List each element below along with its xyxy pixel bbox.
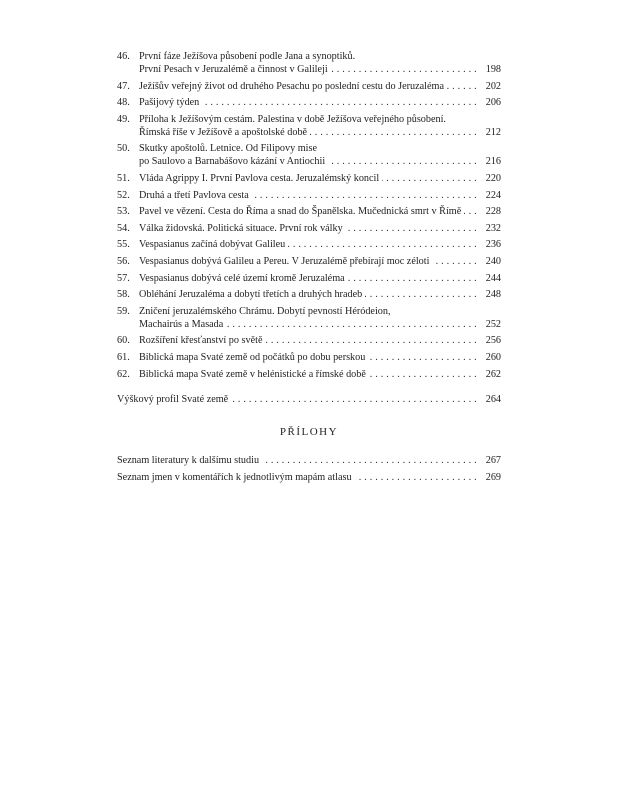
entry-title-line — [117, 393, 477, 406]
toc-entry — [117, 454, 501, 467]
entry-title — [139, 305, 477, 331]
entry-title — [139, 255, 477, 268]
entry-title-line — [139, 351, 477, 364]
entry-title — [117, 454, 477, 467]
entry-title-text: Římská říše v Ježíšově a apoštolské době — [139, 127, 310, 138]
entry-title-line — [139, 272, 477, 285]
entry-title-text: Pašijový týden — [139, 97, 202, 108]
entry-number: 62. — [117, 368, 130, 380]
entry-number: 46. — [117, 51, 130, 62]
entry-title — [139, 334, 477, 347]
entry-page-number: 228 — [485, 206, 501, 218]
toc-entry — [117, 96, 501, 109]
entry-title — [117, 393, 477, 406]
entry-title-text: Machairús a Masada — [139, 319, 226, 330]
entry-title-line — [139, 334, 477, 347]
entry-title-line — [139, 172, 477, 185]
entry-page-number: 198 — [485, 64, 501, 75]
entry-number: 49. — [117, 113, 130, 125]
entry-page-number: 244 — [485, 272, 501, 284]
entry-title — [139, 205, 477, 218]
entry-number: 57. — [117, 272, 130, 284]
entry-title-line — [139, 205, 477, 218]
entry-title — [139, 113, 477, 139]
entry-title-text: Biblická mapa Svaté země od počátků po dobu perskou — [139, 352, 368, 363]
entry-title-line — [139, 63, 477, 76]
entry-title-text: Vláda Agrippy I. První Pavlova cesta. Jeruzalémský koncil — [139, 173, 382, 184]
toc-entry — [117, 222, 501, 235]
entry-number: 54. — [117, 222, 130, 234]
entry-number: 58. — [117, 289, 130, 301]
entry-title-text: Biblická mapa Svaté země v helénistické a římské době — [139, 369, 369, 380]
entry-title-line — [117, 471, 477, 484]
entry-number: 50. — [117, 143, 130, 155]
entry-title-line — [117, 454, 477, 467]
entry-page-number: 220 — [485, 172, 501, 184]
entry-number: 47. — [117, 80, 130, 92]
entry-title-text: Výškový profil Svaté země — [117, 394, 231, 405]
toc-entry — [117, 238, 501, 251]
entry-title-line — [139, 126, 477, 139]
entry-title-text: Válka židovská. Politická situace. První rok války — [139, 223, 346, 234]
entry-title-text: Ježíšův veřejný život od druhého Pesachu po poslední cestu do Jeruzaléma — [139, 81, 447, 92]
entry-title — [139, 351, 477, 364]
entry-number: 60. — [117, 335, 130, 347]
entry-number: 53. — [117, 206, 130, 218]
entry-page-number: 236 — [485, 239, 501, 251]
entry-title — [139, 222, 477, 235]
entry-title-text: Druhá a třetí Pavlova cesta — [139, 190, 252, 201]
entry-title — [139, 272, 477, 285]
entry-title-text: Příloha k Ježíšovým cestám. Palestina v době Ježíšova veřejného působení. — [139, 113, 446, 125]
toc-main-list — [117, 50, 501, 410]
entry-page-number: 216 — [485, 156, 501, 168]
entry-number: 48. — [117, 97, 130, 109]
entry-page-number: 252 — [485, 318, 501, 330]
entry-number: 56. — [117, 255, 130, 267]
toc-entry — [117, 50, 501, 76]
toc-entry — [117, 351, 501, 364]
entry-title-text: Obléhání Jeruzaléma a dobytí třetích a druhých hradeb — [139, 289, 365, 300]
toc-entry — [117, 142, 501, 168]
entry-title-line — [139, 318, 477, 331]
entry-title — [117, 471, 477, 484]
entry-title-text: Vespasianus začíná dobývat Galileu — [139, 239, 288, 250]
entry-title-line — [139, 50, 477, 63]
appendix-heading: PŘÍLOHY — [279, 426, 339, 438]
entry-title-line — [139, 255, 477, 268]
entry-title — [139, 142, 477, 168]
toc-entry — [117, 205, 501, 218]
toc-entry — [117, 172, 501, 185]
entry-number: 59. — [117, 305, 130, 317]
entry-page-number: 264 — [485, 394, 501, 406]
entry-page-number: 248 — [485, 289, 501, 301]
toc-entry — [117, 272, 501, 285]
entry-title-line — [139, 238, 477, 251]
entry-title-line — [139, 288, 477, 301]
entry-title-text: Zničení jeruzalémského Chrámu. Dobytí pevností Héródeion, — [139, 305, 391, 317]
toc-entry — [117, 255, 501, 268]
entry-title-line — [139, 96, 477, 109]
toc-entry — [117, 471, 501, 484]
entry-page-number: 256 — [485, 335, 501, 347]
entry-title — [139, 189, 477, 202]
entry-title-text: Skutky apoštolů. Letnice. Od Filipovy mise — [139, 143, 317, 155]
entry-title-line — [139, 305, 477, 318]
toc-entry — [117, 393, 501, 406]
entry-title-text: Vespasianus dobývá Galileu a Pereu. V Jeruzalémě přebírají moc zéloti — [139, 256, 432, 267]
entry-title — [139, 368, 477, 381]
entry-number: 52. — [117, 189, 130, 201]
entry-page-number: 240 — [485, 255, 501, 267]
entry-title-line — [139, 113, 477, 126]
entry-title-line — [139, 80, 477, 93]
entry-page-number: 202 — [485, 80, 501, 92]
entry-page-number: 260 — [485, 351, 501, 363]
entry-title — [139, 288, 477, 301]
appendix-list — [117, 454, 501, 487]
entry-title — [139, 50, 477, 76]
toc-entry — [117, 113, 501, 139]
entry-title-text: Seznam jmen v komentářích k jednotlivým mapám atlasu — [117, 472, 355, 483]
section-spacer — [117, 384, 501, 393]
toc-entry — [117, 334, 501, 347]
entry-title-line — [139, 368, 477, 381]
entry-title-text: po Saulovo a Barnabášovo kázání v Antiochii — [139, 156, 328, 167]
toc-entry — [117, 189, 501, 202]
toc-entry — [117, 368, 501, 381]
toc-entry — [117, 305, 501, 331]
entry-number: 61. — [117, 351, 130, 363]
entry-number: 55. — [117, 239, 130, 251]
entry-number: 51. — [117, 172, 130, 184]
entry-page-number: 212 — [485, 126, 501, 138]
entry-title-text: Seznam literatury k dalšímu studiu — [117, 455, 262, 466]
entry-page-number: 267 — [485, 455, 501, 466]
entry-title-text: První fáze Ježíšova působení podle Jana a synoptiků. — [139, 51, 356, 62]
entry-page-number: 206 — [485, 97, 501, 109]
entry-title-line — [139, 142, 477, 155]
entry-title-line — [139, 222, 477, 235]
entry-title — [139, 172, 477, 185]
entry-title — [139, 80, 477, 93]
entry-page-number: 232 — [485, 222, 501, 234]
toc-entry — [117, 80, 501, 93]
entry-title-text: Rozšíření křesťanství po světě — [139, 335, 265, 346]
entry-title-line — [139, 155, 477, 168]
entry-title-text: Vespasianus dobývá celé území kromě Jeruzaléma — [139, 273, 348, 284]
entry-title — [139, 96, 477, 109]
entry-title-text: Pavel ve vězení. Cesta do Říma a snad do Španělska. Mučednická smrt v Římě — [139, 206, 464, 217]
entry-page-number: 262 — [485, 368, 501, 380]
entry-page-number: 269 — [485, 471, 501, 483]
entry-title-text: První Pesach v Jeruzalémě a činnost v Galileji — [139, 64, 331, 75]
entry-page-number: 224 — [485, 189, 501, 201]
entry-title — [139, 238, 477, 251]
toc-entry — [117, 288, 501, 301]
entry-title-line — [139, 189, 477, 202]
